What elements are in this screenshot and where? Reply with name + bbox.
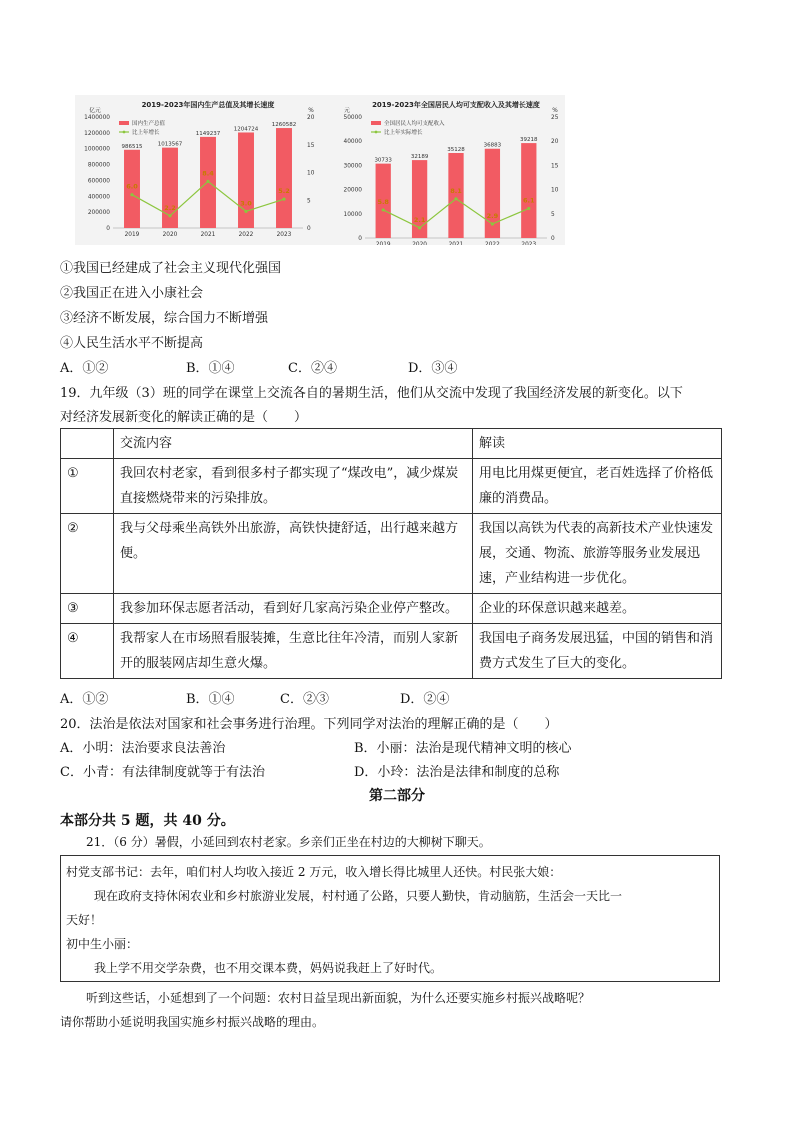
right-tick-label: 20 [551,139,559,146]
q20-option-c[interactable]: C．小青：有法律制度就等于有法治 [60,765,265,780]
x-tick-label: 2021 [200,232,216,238]
bar-value-label: 1204724 [233,126,259,133]
left-tick-label: 1400000 [84,115,110,121]
right-tick-label: 15 [551,163,559,170]
dialogue-line: 我上学不用交学杂费，也不用交课本费，妈妈说我赶上了好时代。 [94,961,443,975]
bar-value-label: 36883 [483,142,502,149]
legend-bar-label: 国内生产总值 [132,121,166,127]
growth-value-label: 2.1 [413,215,426,224]
right-axis-unit: % [308,108,314,114]
chart-title: 2019-2023年全国居民人均可支配收入及其增长速度 [372,101,540,109]
dialogue-line: 天好！ [66,913,103,927]
growth-value-label: 5.8 [377,197,389,206]
x-tick-label: 2019 [375,242,391,245]
table-row [61,624,722,679]
row-content: 我参加环保志愿者活动，看到好几家高污染企业停产整改。 [114,594,473,624]
x-tick-label: 2021 [448,242,464,245]
legend-line-label: 比上年增长 [132,130,160,136]
q18-statement-1: ①我国已经建成了社会主义现代化强国 [60,261,282,276]
bar-value-label: 986515 [121,143,143,150]
growth-value-label: 3.0 [240,199,252,208]
growth-point [244,210,247,213]
q19-option-a[interactable]: A．①② [60,692,109,707]
x-tick-label: 2023 [521,242,537,245]
left-tick-label: 400000 [87,194,110,201]
growth-point [382,208,385,211]
growth-point [206,180,209,183]
table-header-row [61,429,722,459]
q18-statement-4: ④人民生活水平不断提高 [60,336,204,351]
q19-option-d[interactable]: D．②④ [400,692,450,707]
growth-point [282,198,285,201]
q20-option-b[interactable]: B．小丽：法治是现代精神文明的核心 [354,741,572,756]
bar-value-label: 32189 [410,154,429,161]
x-tick-label: 2019 [124,232,140,238]
legend-bar-label: 全国居民人均可支配收入 [384,121,445,127]
q18-option-b[interactable]: B．①④ [186,361,235,376]
left-tick-label: 10000 [343,211,362,218]
q20-stem: 20．法治是依法对国家和社会事务进行治理。下列同学对法治的理解正确的是（ ） [60,717,558,732]
left-axis-unit: 亿元 [89,108,101,114]
part2-title: 第二部分 [369,788,425,804]
income-chart [333,95,565,245]
q18-statement-2: ②我国正在进入小康社会 [60,286,204,301]
bar-value-label: 35128 [447,146,465,153]
left-tick-label: 30000 [343,163,362,170]
q21-dialogue-box [60,855,720,982]
bar-value-label: 1149237 [195,130,221,137]
row-num: ③ [61,594,114,624]
left-tick-label: 50000 [343,115,362,121]
q18-option-a[interactable]: A．①② [60,361,109,376]
q19-option-c[interactable]: C．②③ [280,692,329,707]
chart-svg [75,95,320,245]
dialogue-line: 村党支部书记：去年，咱们村人均收入接近 2 万元，收入增长得比城里人还快。村民张大娘： [66,865,562,879]
x-tick-label: 2023 [276,232,292,238]
bar-value-label: 1013567 [157,141,183,148]
growth-point [454,197,457,200]
right-tick-label: 0 [551,236,555,242]
left-tick-label: 1200000 [84,130,110,137]
right-tick-label: 0 [307,226,311,232]
right-tick-label: 25 [551,115,559,121]
growth-point [527,207,530,210]
right-tick-label: 5 [307,198,311,205]
q19-option-b[interactable]: B．①④ [186,692,235,707]
row-num: ④ [61,624,114,679]
table-row [61,459,722,514]
growth-point [130,193,133,196]
bar [276,128,292,228]
growth-value-label: 6.1 [523,196,535,205]
bar-value-label: 39218 [520,137,538,144]
x-tick-label: 2020 [162,232,178,238]
bar [521,143,536,238]
q21-question-line1: 听到这些话，小延想到了一个问题：农村日益呈现出新面貌，为什么还要实施乡村振兴战略呢？ [86,991,591,1005]
growth-point [418,226,421,229]
left-tick-label: 200000 [87,210,110,217]
table-row [61,514,722,594]
legend-line-marker [375,131,378,134]
right-axis-unit: % [552,108,558,114]
dialogue-line: 初中生小丽： [66,937,139,951]
q20-option-a[interactable]: A．小明：法治要求良法善治 [60,741,226,756]
row-content: 我与父母乘坐高铁外出旅游，高铁快捷舒适，出行越来越方便。 [114,514,473,594]
left-axis-unit: 元 [344,108,350,114]
gdp-chart [75,95,320,245]
q19-stem-line2: 对经济发展新变化的解读正确的是（ ） [60,410,308,425]
legend-bar-swatch [371,121,381,125]
right-tick-label: 5 [551,211,555,218]
q19-stem-line1: 19．九年级（3）班的同学在课堂上交流各自的暑期生活，他们从交流中发现了我国经济发展的新变化。以下 [60,386,683,401]
left-tick-label: 0 [358,236,362,242]
q19-table [60,428,722,679]
right-tick-label: 15 [307,142,315,149]
row-reading: 企业的环保意识越来越差。 [473,594,722,624]
q18-option-c[interactable]: C．②④ [288,361,337,376]
growth-value-label: 5.2 [278,187,290,196]
growth-point [168,214,171,217]
growth-value-label: 2.2 [164,203,176,212]
row-content: 我帮家人在市场照看服装摊，生意比往年冷清，而别人家新开的服装网店却生意火爆。 [114,624,473,679]
row-reading: 用电比用煤更便宜，老百姓选择了价格低廉的消费品。 [473,459,722,514]
right-tick-label: 10 [307,170,315,177]
q18-statement-3: ③经济不断发展，综合国力不断增强 [60,311,269,326]
bar [238,132,254,228]
header-cell-reading: 解读 [473,429,722,459]
part2-subtitle: 本部分共 5 题，共 40 分。 [60,813,235,829]
growth-point [491,222,494,225]
right-tick-label: 10 [551,187,559,194]
header-cell-content: 交流内容 [114,429,473,459]
legend-line-label: 比上年实际增长 [384,130,423,136]
row-content: 我回农村老家，看到很多村子都实现了“煤改电”，减少煤炭直接燃烧带来的污染排放。 [114,459,473,514]
growth-value-label: 6.0 [126,182,138,191]
row-num: ① [61,459,114,514]
header-cell-num [61,429,114,459]
bar-value-label: 1260582 [271,122,297,129]
x-tick-label: 2022 [238,232,254,238]
legend-line-marker [123,131,126,134]
left-tick-label: 600000 [87,178,110,185]
bar-value-label: 30733 [374,157,392,164]
growth-value-label: 8.1 [450,186,462,195]
growth-value-label: 8.4 [202,169,214,178]
right-tick-label: 20 [307,115,315,121]
q21-question-line2: 请你帮助小延说明我国实施乡村振兴战略的理由。 [60,1015,325,1029]
table-row [61,594,722,624]
left-tick-label: 1000000 [84,146,110,153]
chart-svg [333,95,565,245]
dialogue-line: 现在政府支持休闲农业和乡村旅游业发展，村村通了公路，只要人勤快，肯动脑筋，生活会一天比一 [94,889,623,903]
row-reading: 我国电子商务发展迅猛，中国的销售和消费方式发生了巨大的变化。 [473,624,722,679]
left-tick-label: 40000 [343,139,362,146]
q21-stem: 21．（6 分）暑假，小延回到农村老家。乡亲们正坐在村边的大柳树下聊天。 [86,835,491,849]
row-num: ② [61,514,114,594]
bar [448,153,463,238]
legend-bar-swatch [119,121,129,125]
chart-title: 2019-2023年国内生产总值及其增长速度 [141,101,275,109]
row-reading: 我国以高铁为代表的高新技术产业快速发展，交通、物流、旅游等服务业发展迅速，产业结构进一步优化。 [473,514,722,594]
left-tick-label: 800000 [87,162,110,169]
x-tick-label: 2020 [412,242,427,245]
left-tick-label: 0 [106,226,110,232]
charts-figure [75,95,565,245]
growth-value-label: 2.9 [486,211,499,220]
q20-option-d[interactable]: D．小玲：法治是法律和制度的总称 [354,765,560,780]
q18-option-d[interactable]: D．③④ [408,361,458,376]
left-tick-label: 20000 [343,187,362,194]
x-tick-label: 2022 [485,242,500,245]
